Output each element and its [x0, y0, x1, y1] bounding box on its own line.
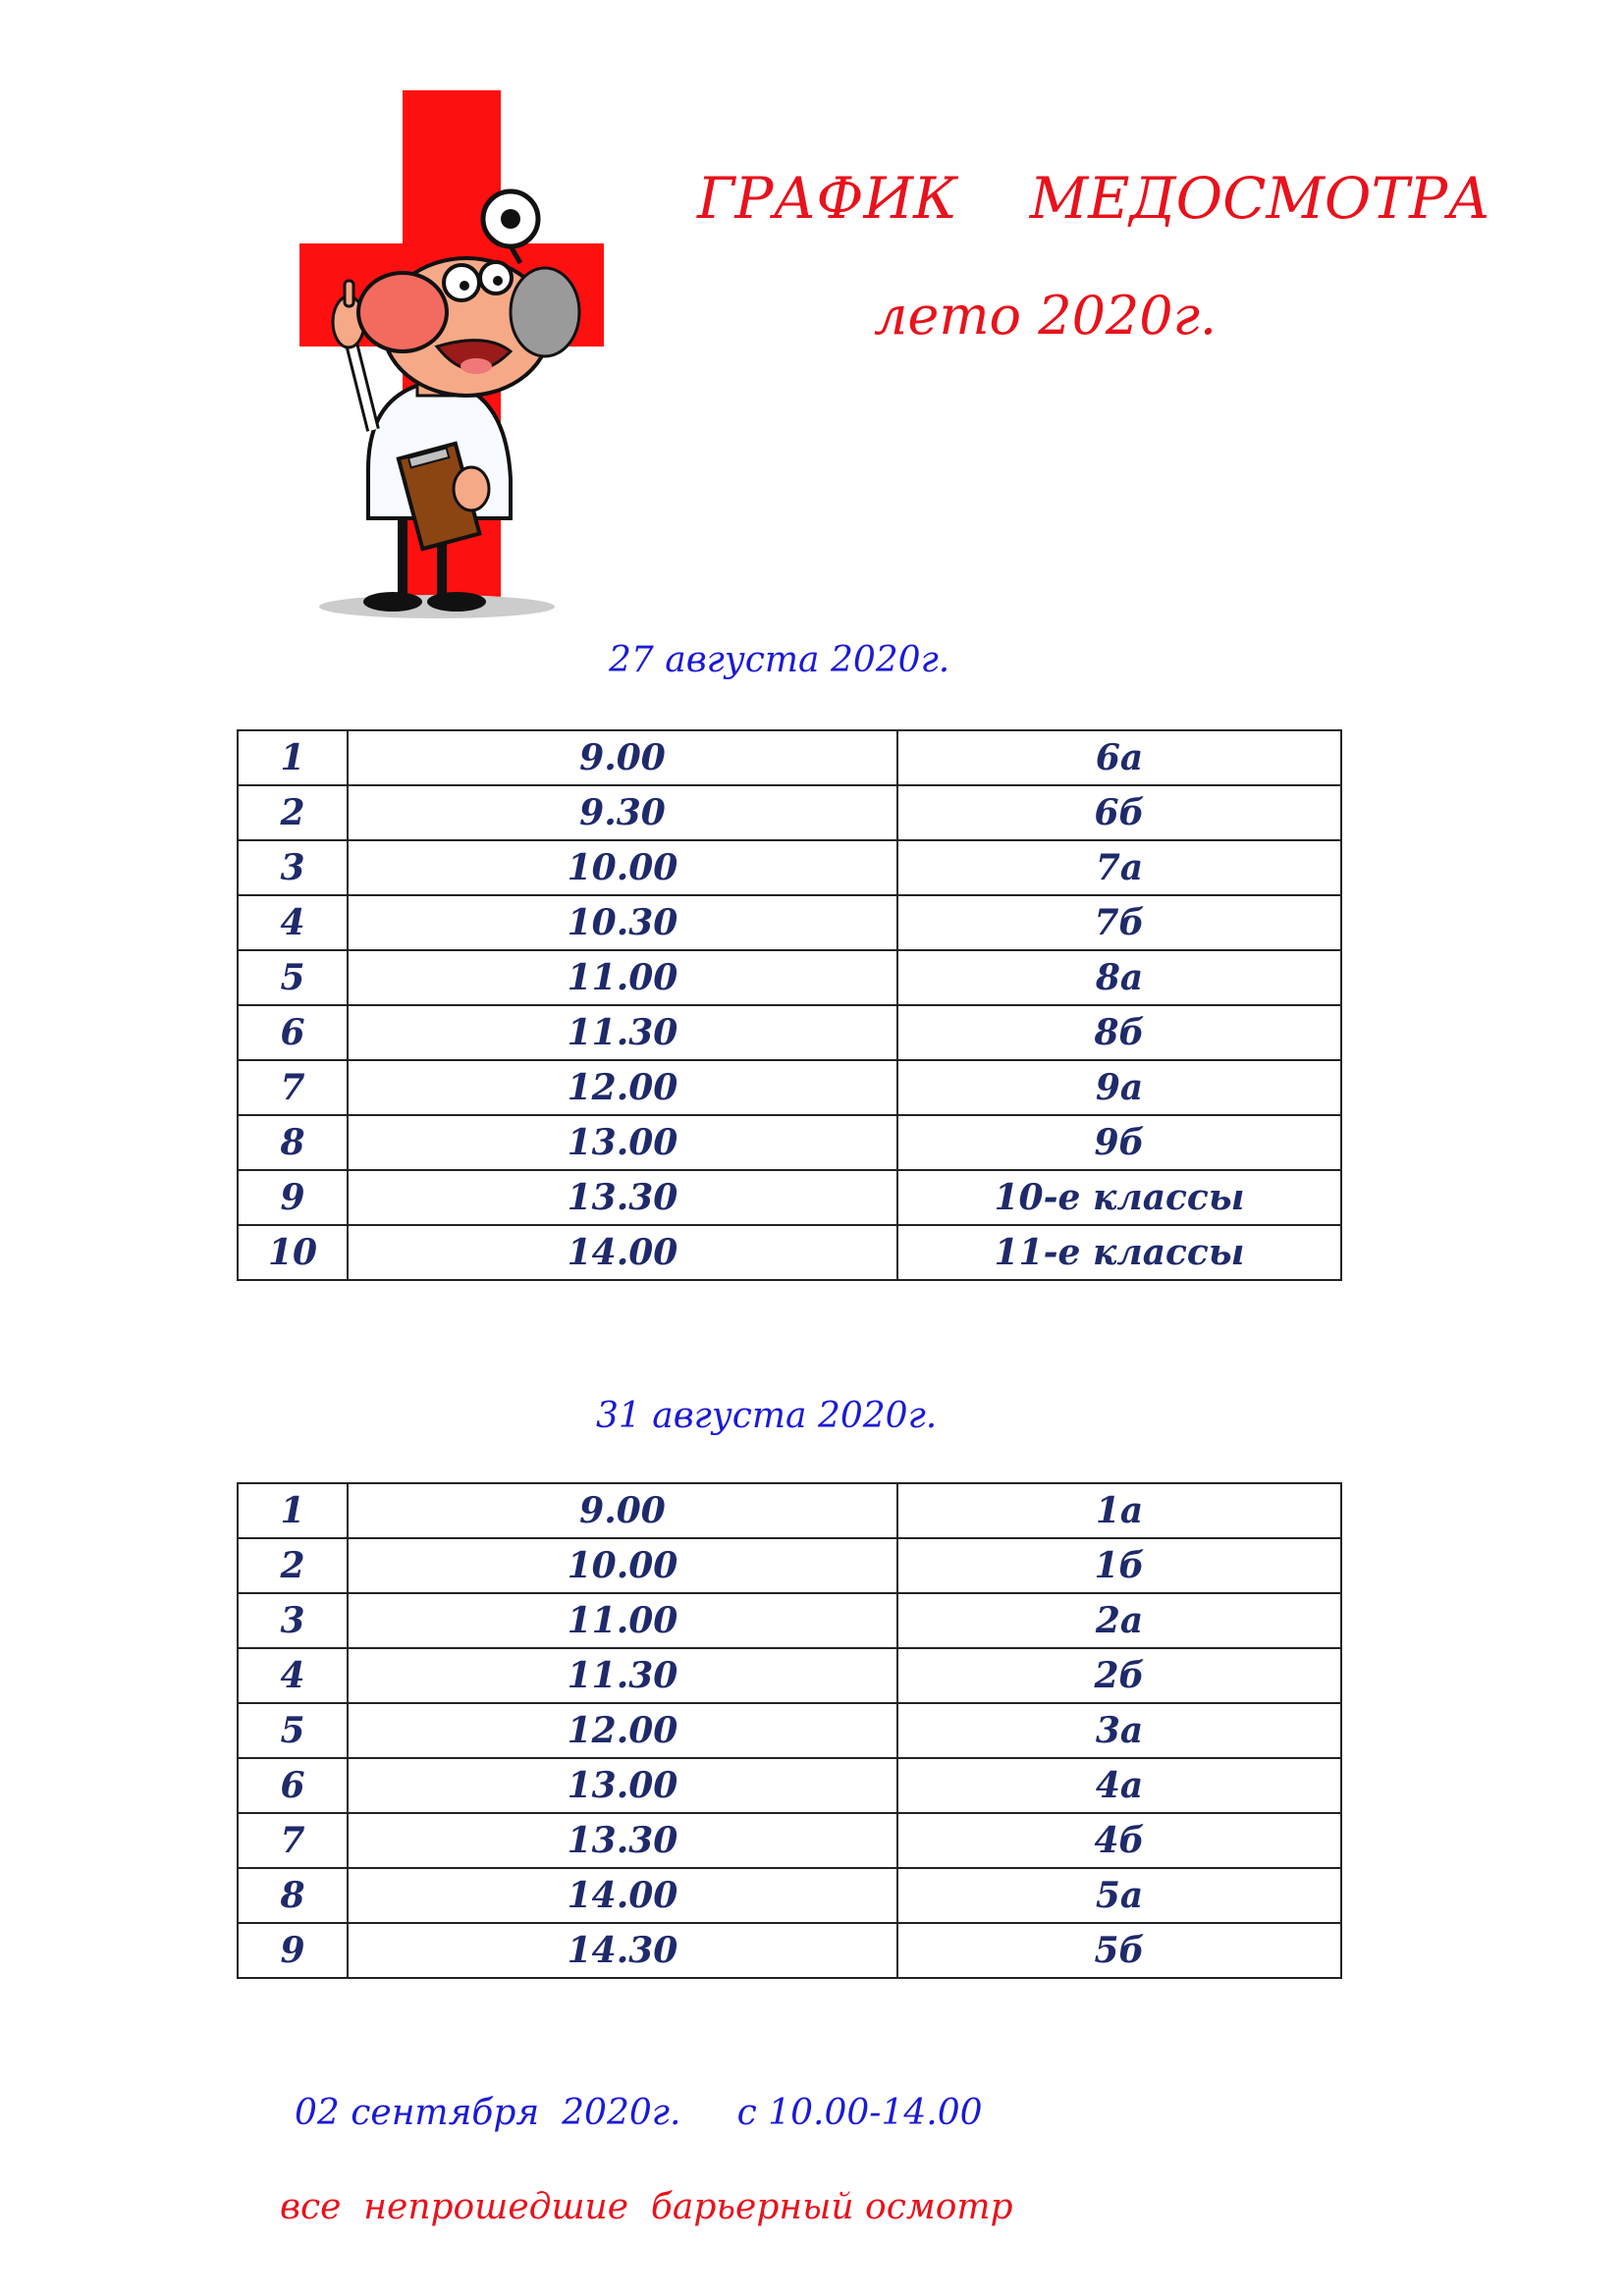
table-row [238, 840, 1341, 895]
row-number: 8 [238, 1115, 348, 1170]
row-number: 4 [238, 1648, 348, 1703]
table-row [238, 785, 1341, 840]
table-row [238, 1923, 1341, 1978]
page-title: ГРАФИК МЕДОСМОТРА [697, 165, 1491, 232]
table-row [238, 895, 1341, 950]
row-number: 7 [238, 1813, 348, 1868]
row-time: 13.00 [348, 1758, 897, 1813]
table-row [238, 1593, 1341, 1648]
row-time: 11.30 [348, 1005, 897, 1060]
row-class: 8б [897, 1005, 1341, 1060]
row-time: 10.00 [348, 840, 897, 895]
row-time: 14.30 [348, 1923, 897, 1978]
schedule-1-table [237, 729, 1342, 1281]
table-row [238, 730, 1341, 785]
row-class: 5а [897, 1868, 1341, 1923]
table-row [238, 1115, 1341, 1170]
row-class: 4а [897, 1758, 1341, 1813]
row-time: 9.00 [348, 730, 897, 785]
row-class: 9б [897, 1115, 1341, 1170]
row-number: 2 [238, 1538, 348, 1593]
row-time: 12.00 [348, 1703, 897, 1758]
row-class: 6а [897, 730, 1341, 785]
row-time: 13.00 [348, 1115, 897, 1170]
table-row [238, 1648, 1341, 1703]
row-class: 8а [897, 950, 1341, 1005]
row-time: 9.30 [348, 785, 897, 840]
row-time: 10.00 [348, 1538, 897, 1593]
row-class: 9а [897, 1060, 1341, 1115]
row-number: 3 [238, 1593, 348, 1648]
table-row [238, 1538, 1341, 1593]
table-row [238, 1813, 1341, 1868]
row-number: 1 [238, 730, 348, 785]
row-number: 2 [238, 785, 348, 840]
row-number: 7 [238, 1060, 348, 1115]
row-class: 11-е классы [897, 1225, 1341, 1280]
row-class: 10-е классы [897, 1170, 1341, 1225]
row-time: 14.00 [348, 1868, 897, 1923]
followup-date-line: 02 сентября 2020г. с 10.00-14.00 [295, 2093, 983, 2133]
row-time: 9.00 [348, 1483, 897, 1538]
row-time: 14.00 [348, 1225, 897, 1280]
row-number: 3 [238, 840, 348, 895]
table-row [238, 1703, 1341, 1758]
row-class: 2б [897, 1648, 1341, 1703]
row-class: 2а [897, 1593, 1341, 1648]
row-number: 5 [238, 950, 348, 1005]
row-class: 4б [897, 1813, 1341, 1868]
row-time: 11.00 [348, 950, 897, 1005]
table-row [238, 950, 1341, 1005]
table-row [238, 1868, 1341, 1923]
page-subtitle: лето 2020г. [874, 285, 1218, 347]
row-class: 1а [897, 1483, 1341, 1538]
row-number: 9 [238, 1170, 348, 1225]
row-time: 10.30 [348, 895, 897, 950]
row-class: 7б [897, 895, 1341, 950]
row-time: 11.00 [348, 1593, 897, 1648]
row-number: 6 [238, 1005, 348, 1060]
row-class: 6б [897, 785, 1341, 840]
followup-note: все непрошедшие барьерный осмотр [280, 2187, 1013, 2227]
table-row [238, 1225, 1341, 1280]
row-number: 10 [238, 1225, 348, 1280]
row-time: 13.30 [348, 1813, 897, 1868]
row-number: 9 [238, 1923, 348, 1978]
row-class: 7а [897, 840, 1341, 895]
row-number: 6 [238, 1758, 348, 1813]
schedule-2-table [237, 1482, 1342, 1979]
table-row [238, 1758, 1341, 1813]
row-class: 5б [897, 1923, 1341, 1978]
table-row [238, 1483, 1341, 1538]
row-class: 3а [897, 1703, 1341, 1758]
table-row [238, 1060, 1341, 1115]
schedule-1-date: 27 августа 2020г. [609, 640, 950, 680]
row-number: 8 [238, 1868, 348, 1923]
row-number: 1 [238, 1483, 348, 1538]
row-time: 13.30 [348, 1170, 897, 1225]
row-class: 1б [897, 1538, 1341, 1593]
row-time: 11.30 [348, 1648, 897, 1703]
table-row [238, 1170, 1341, 1225]
row-time: 12.00 [348, 1060, 897, 1115]
row-number: 4 [238, 895, 348, 950]
table-row [238, 1005, 1341, 1060]
row-number: 5 [238, 1703, 348, 1758]
doctor-illustration [299, 86, 604, 621]
schedule-2-date: 31 августа 2020г. [596, 1396, 938, 1436]
